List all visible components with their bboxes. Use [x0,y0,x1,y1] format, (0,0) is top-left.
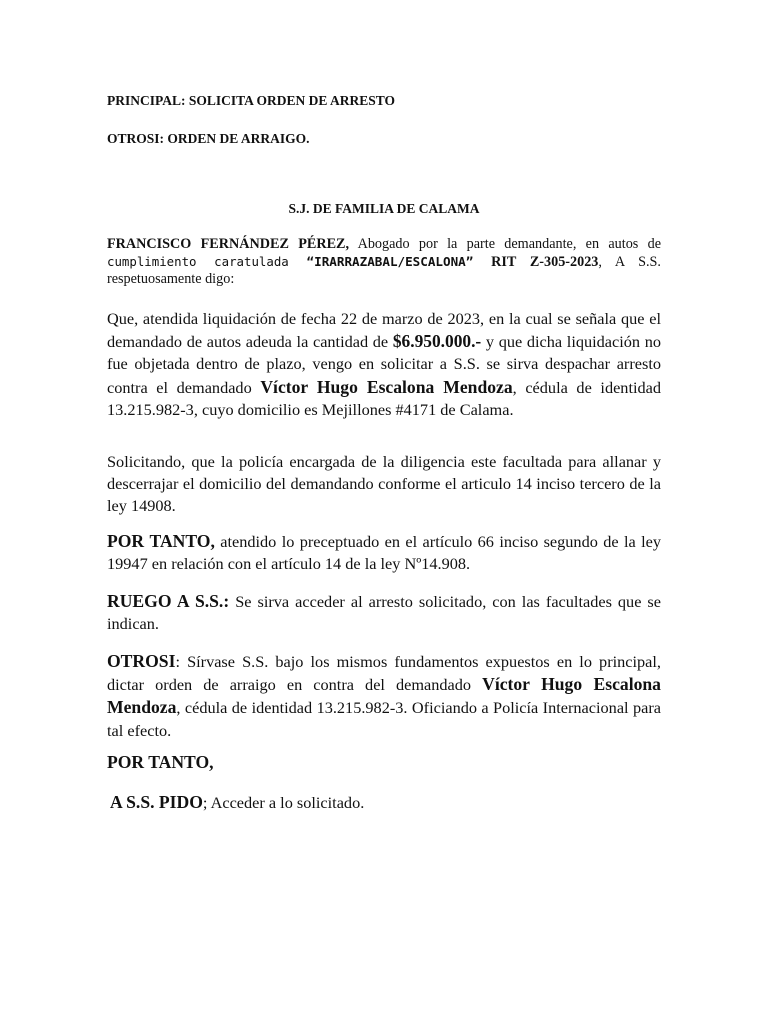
por-tanto-2-lead: POR TANTO, [107,752,214,772]
pido-text: ; Acceder a lo solicitado. [202,793,365,812]
paragraph-solicitando: Solicitando, que la policía encargada de la diligencia este facultada para allanar y descerrajar el domicilio del demandando conforme el articulo 14 inciso tercero de la ley 14908. [107,452,661,516]
paragraph-liquidacion [107,308,661,421]
defendant-name: Víctor Hugo Escalona Mendoza [260,376,513,397]
paragraph-por-tanto-2 [107,751,661,774]
otrosi-lead: OTROSI [107,651,176,671]
intro-text-3: , A S.S. respetuosamente digo: [107,254,661,287]
para1-text-2: y que dicha liquidación no fue objetada dentro de plazo, vengo en solicitar a S.S. se sirva despachar arresto contra el demandado [107,332,662,397]
otrosi-text-1: : Sírvase S.S. bajo los mismos fundamentos expuestos en lo principal, dictar orden de arraigo en contra del demandado [107,652,661,695]
principal-heading: PRINCIPAL: SOLICITA ORDEN DE ARRESTO [107,93,396,108]
otrosi-text-2: , cédula de identidad 13.215.982-3. Oficiando a Policía Internacional para tal efecto. [107,698,661,740]
ruego-lead: RUEGO A S.S.: [107,591,230,611]
otrosi-heading: OTROSI: ORDEN DE ARRAIGO. [107,131,310,146]
por-tanto-lead: POR TANTO, [107,531,215,551]
ruego-text: Se sirva acceder al arresto solicitado, con las facultades que se indican. [107,592,661,634]
otrosi-defendant-name: Víctor Hugo Escalona Mendoza [107,674,661,718]
intro-paragraph [107,236,661,288]
paragraph-pido [110,791,664,814]
paragraph-ruego [107,590,661,635]
lawyer-name: FRANCISCO FERNÁNDEZ PÉREZ, [107,236,350,252]
intro-text-1: Abogado por la parte demandante, en autos de [349,236,661,252]
case-name: “IRARRAZABAL/ESCALONA” [288,254,492,269]
paragraph-por-tanto [107,530,661,575]
paragraph-otrosi [107,650,661,742]
por-tanto-text: atendido lo preceptuado en el artículo 66 inciso segundo de la ley 19947 en relación con el artículo 14 de la ley Nº14.908. [107,532,661,574]
pido-lead: A S.S. PIDO [110,792,203,812]
para1-text-1: Que, atendida liquidación de fecha 22 de marzo de 2023, en la cual se señala que el demandado de autos adeuda la cantidad de [107,309,661,352]
court-heading: S.J. DE FAMILIA DE CALAMA [288,201,480,216]
para1-text-3: , cédula de identidad 13.215.982-3, cuyo domicilio es Mejillones #4171 de Calama. [107,377,662,419]
case-rit: RIT Z-305-2023 [491,254,599,270]
debt-amount: $6.950.000.- [392,331,482,352]
intro-text-2: cumplimiento caratulada [107,254,289,269]
